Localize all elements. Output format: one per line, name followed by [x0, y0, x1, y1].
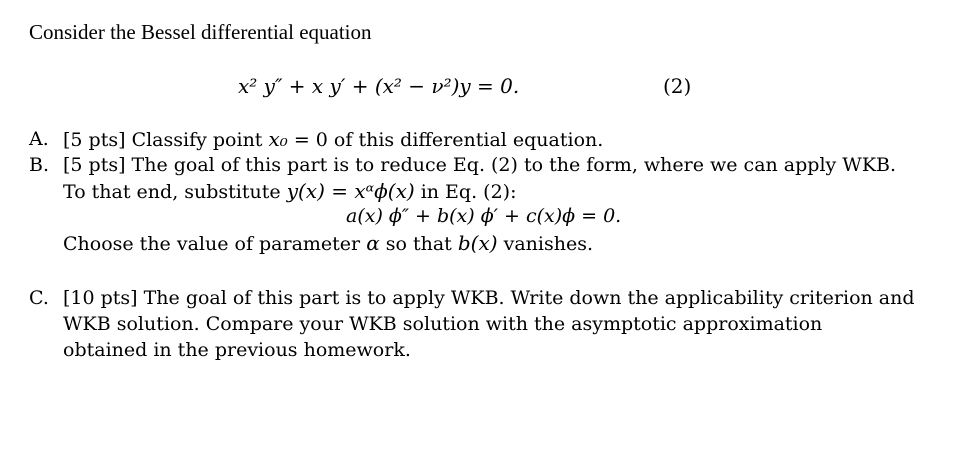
alpha-parameter: α	[366, 231, 380, 255]
item-a-points: [5 pts]	[63, 129, 126, 151]
equation-number: (2)	[663, 74, 692, 98]
item-a-text	[63, 126, 603, 153]
item-a-text-before: Classify point	[131, 129, 263, 151]
item-c-line-2: WKB solution. Compare your WKB solution with the asymptotic approximation	[63, 313, 823, 335]
intro-text: Consider the Bessel differential equation	[29, 20, 372, 44]
item-a-marker: A.	[29, 128, 49, 150]
item-b-line-2-before: To that end, substitute	[63, 181, 281, 203]
item-b-line-2-after: in Eq. (2):	[420, 181, 517, 203]
item-b-line-4-mid: so that	[385, 233, 452, 255]
target-form-equation: a(x) ϕ″ + b(x) ϕ′ + c(x)ϕ = 0.	[346, 205, 622, 227]
item-b-marker: B.	[29, 154, 50, 176]
item-b-line-4	[63, 230, 593, 257]
item-a-text-after: = 0 of this differential equation.	[293, 129, 604, 151]
item-b-line-1: [5 pts] The goal of this part is to reduce Eq. (2) to the form, where we can apply WKB.	[63, 154, 897, 176]
b-function: b(x)	[457, 231, 498, 255]
item-b-line-2	[63, 178, 516, 205]
bessel-equation: x² y″ + x y′ + (x² − ν²)y = 0.	[238, 74, 520, 98]
item-c-line-1: [10 pts] The goal of this part is to apply WKB. Write down the applicability criterion and	[63, 287, 915, 309]
item-c-marker: C.	[29, 287, 49, 309]
item-a-point-var: x₀	[268, 127, 288, 151]
item-b-line-4-before: Choose the value of parameter	[63, 233, 361, 255]
substitution-formula: y(x) = xᵅϕ(x)	[286, 179, 415, 203]
item-b-line-4-after: vanishes.	[503, 233, 594, 255]
item-c-line-3: obtained in the previous homework.	[63, 339, 411, 361]
